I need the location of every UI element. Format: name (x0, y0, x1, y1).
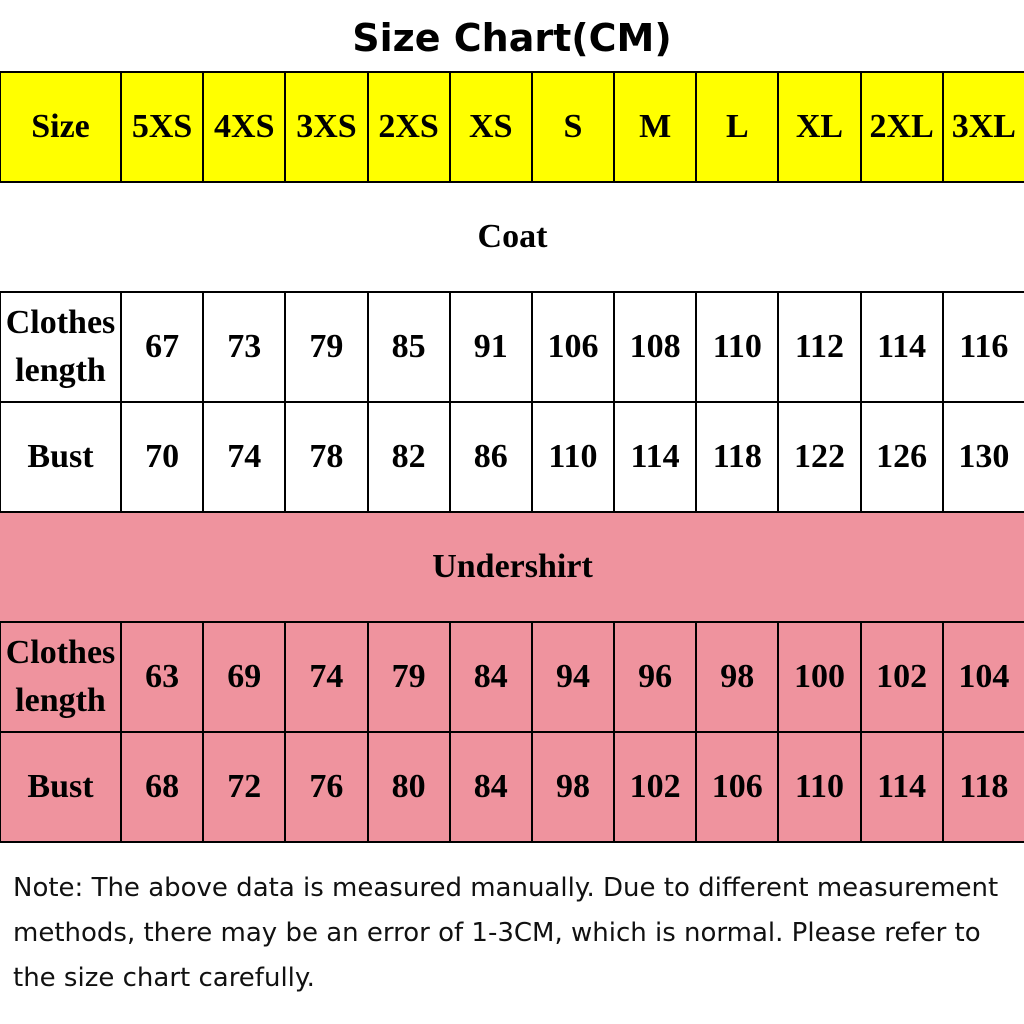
coat-bust-cell: 74 (203, 402, 285, 512)
undershirt-length-cell: 98 (696, 622, 778, 732)
coat-length-cell: 91 (450, 292, 532, 402)
coat-bust-cell: 114 (614, 402, 696, 512)
undershirt-length-cell: 94 (532, 622, 614, 732)
undershirt-bust-cell: 68 (121, 732, 203, 842)
undershirt-bust-label: Bust (0, 732, 121, 842)
coat-length-cell: 106 (532, 292, 614, 402)
size-header-cell: 4XS (203, 72, 285, 182)
size-header-cell: 3XL (943, 72, 1024, 182)
undershirt-bust-cell: 110 (778, 732, 860, 842)
size-header-cell: S (532, 72, 614, 182)
undershirt-section-row (0, 512, 1024, 622)
size-header-cell: 5XS (121, 72, 203, 182)
size-header-label: Size (0, 72, 121, 182)
undershirt-length-cell: 96 (614, 622, 696, 732)
coat-bust-cell: 130 (943, 402, 1024, 512)
undershirt-length-row (0, 622, 1024, 732)
coat-length-cell: 114 (861, 292, 943, 402)
coat-bust-cell: 82 (368, 402, 450, 512)
undershirt-length-cell: 104 (943, 622, 1024, 732)
page-title: Size Chart(CM) (352, 16, 672, 60)
undershirt-length-cell: 63 (121, 622, 203, 732)
size-header-cell: 2XS (368, 72, 450, 182)
undershirt-bust-cell: 114 (861, 732, 943, 842)
coat-length-cell: 108 (614, 292, 696, 402)
coat-bust-cell: 78 (285, 402, 367, 512)
coat-length-cell: 73 (203, 292, 285, 402)
coat-bust-cell: 70 (121, 402, 203, 512)
undershirt-length-cell: 102 (861, 622, 943, 732)
undershirt-bust-cell: 72 (203, 732, 285, 842)
coat-length-cell: 116 (943, 292, 1024, 402)
coat-length-cell: 110 (696, 292, 778, 402)
size-header-cell: L (696, 72, 778, 182)
size-header-cell: XS (450, 72, 532, 182)
measurement-note: Note: The above data is measured manually. Due to different measurement methods, there may be an error of 1-3CM, which is normal. Please refer to the size chart carefully. (13, 873, 999, 993)
undershirt-bust-cell: 102 (614, 732, 696, 842)
undershirt-length-cell: 84 (450, 622, 532, 732)
coat-bust-cell: 86 (450, 402, 532, 512)
coat-bust-label: Bust (0, 402, 121, 512)
size-chart-table (0, 71, 1024, 843)
size-header-cell: XL (778, 72, 860, 182)
undershirt-bust-cell: 106 (696, 732, 778, 842)
coat-bust-cell: 122 (778, 402, 860, 512)
coat-length-cell: 79 (285, 292, 367, 402)
coat-bust-row (0, 402, 1024, 512)
coat-bust-cell: 118 (696, 402, 778, 512)
undershirt-bust-cell: 76 (285, 732, 367, 842)
size-header-cell: 2XL (861, 72, 943, 182)
undershirt-bust-row (0, 732, 1024, 842)
coat-length-cell: 85 (368, 292, 450, 402)
coat-length-label: Clothes length (0, 292, 121, 402)
size-header-row (0, 72, 1024, 182)
coat-section-label: Coat (0, 182, 1024, 292)
undershirt-bust-cell: 80 (368, 732, 450, 842)
undershirt-bust-cell: 84 (450, 732, 532, 842)
size-header-cell: M (614, 72, 696, 182)
coat-length-cell: 67 (121, 292, 203, 402)
undershirt-bust-cell: 118 (943, 732, 1024, 842)
coat-length-cell: 112 (778, 292, 860, 402)
undershirt-length-cell: 69 (203, 622, 285, 732)
undershirt-length-label: Clothes length (0, 622, 121, 732)
coat-section-row (0, 182, 1024, 292)
coat-bust-cell: 110 (532, 402, 614, 512)
undershirt-length-cell: 74 (285, 622, 367, 732)
undershirt-length-cell: 100 (778, 622, 860, 732)
undershirt-bust-cell: 98 (532, 732, 614, 842)
coat-length-row (0, 292, 1024, 402)
size-header-cell: 3XS (285, 72, 367, 182)
coat-bust-cell: 126 (861, 402, 943, 512)
undershirt-section-label: Undershirt (0, 512, 1024, 622)
undershirt-length-cell: 79 (368, 622, 450, 732)
